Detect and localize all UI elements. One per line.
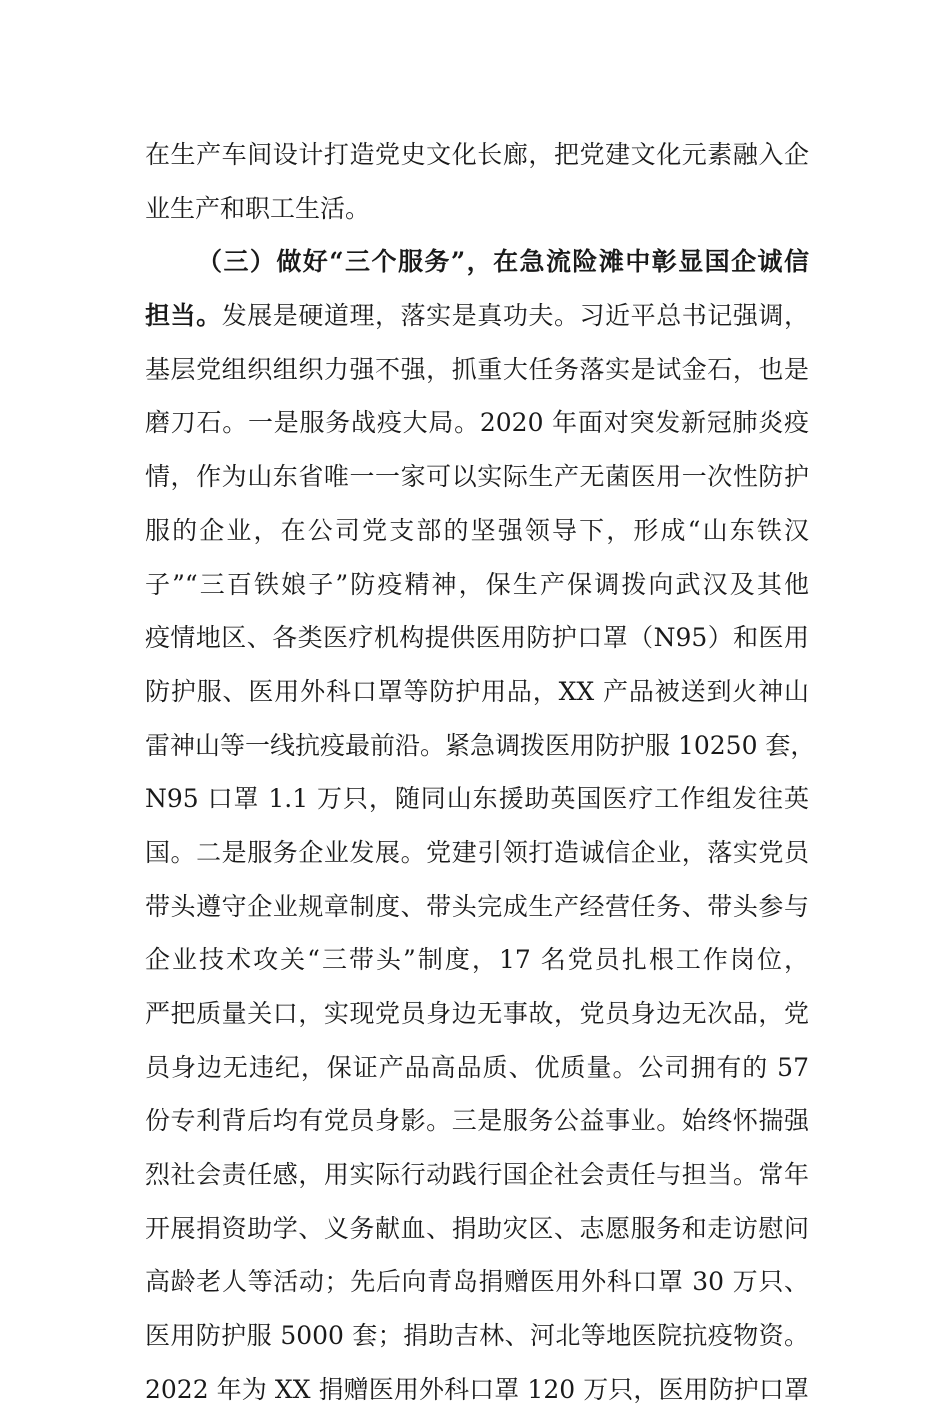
text-line: 员身边无违纪，保证产品高品质、优质量。公司拥有的 57	[145, 1052, 809, 1082]
text-line: 企业技术攻关“三带头”制度，17 名党员扎根工作岗位，	[145, 945, 809, 975]
body-text	[145, 128, 816, 1417]
text-line: 高龄老人等活动；先后向青岛捐赠医用外科口罩 30 万只、	[145, 1267, 809, 1297]
text-line: 疫情地区、各类医疗机构提供医用防护口罩（N95）和医用	[145, 623, 809, 653]
section-heading-end: 担当。	[145, 301, 222, 331]
text-line: 在生产车间设计打造党史文化长廊，把党建文化元素融入企	[145, 140, 809, 169]
text-line: 医用防护服 5000 套；捐助吉林、河北等地医院抗疫物资。	[145, 1321, 809, 1351]
text-line: 业生产和职工生活。	[145, 193, 371, 223]
text-line	[145, 289, 809, 343]
text-line: 严把质量关口，实现党员身边无事故，党员身边无次品，党	[145, 999, 809, 1028]
text-line: 基层党组织组织力强不强，抓重大任务落实是试金石，也是	[145, 354, 809, 384]
text-line: 情，作为山东省唯一一家可以实际生产无菌医用一次性防护	[145, 462, 809, 492]
text-line: 开展捐资助学、义务献血、捐助灾区、志愿服务和走访慰问	[145, 1213, 809, 1243]
text-line: 2022 年为 XX 捐赠医用外科口罩 120 万只，医用防护口罩	[145, 1374, 809, 1404]
text-line: 份专利背后均有党员身影。三是服务公益事业。始终怀揣强	[145, 1106, 809, 1136]
text-line: 雷神山等一线抗疫最前沿。紧急调拨医用防护服 10250 套，	[145, 730, 816, 760]
text-line: 防护服、医用外科口罩等防护用品，XX 产品被送到火神山	[145, 676, 809, 706]
section-heading: （三）做好“三个服务”，在急流险滩中彰显国企诚信	[197, 247, 809, 277]
text-line: 服的企业，在公司党支部的坚强领导下，形成“山东铁汉	[145, 515, 809, 545]
text-line: 带头遵守企业规章制度、带头完成生产经营任务、带头参与	[145, 891, 809, 921]
text-line-rest: 发展是硬道理，落实是真功夫。习近平总书记强调，	[221, 301, 809, 331]
text-line: 烈社会责任感，用实际行动践行国企社会责任与担当。常年	[145, 1160, 809, 1190]
text-line: 磨刀石。一是服务战疫大局。2020 年面对突发新冠肺炎疫	[145, 408, 809, 438]
text-line: 子”“三百铁娘子”防疫精神，保生产保调拨向武汉及其他	[145, 569, 809, 599]
text-line: N95 口罩 1.1 万只，随同山东援助英国医疗工作组发往英	[145, 784, 809, 814]
text-line: 国。二是服务企业发展。党建引领打造诚信企业，落实党员	[145, 837, 809, 867]
